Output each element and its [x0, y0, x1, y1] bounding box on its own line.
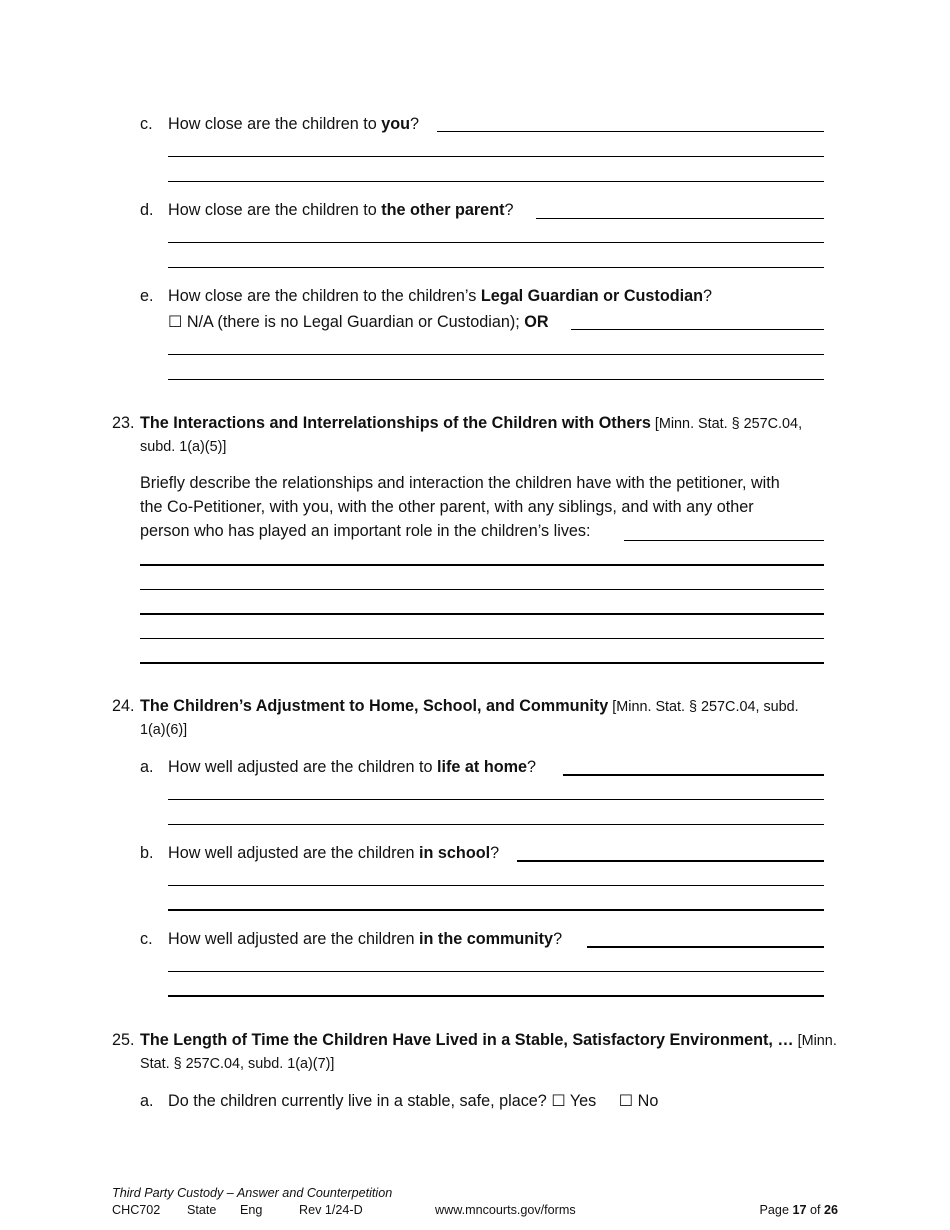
answer-line[interactable] [140, 613, 824, 615]
answer-line[interactable] [168, 995, 824, 997]
footer-page-number: Page 17 of 26 [759, 1203, 838, 1217]
section-24-title: The Children’s Adjustment to Home, School, and Community [Minn. Stat. § 257C.04, subd. [140, 697, 799, 715]
answer-line[interactable] [624, 540, 824, 541]
answer-line[interactable] [168, 354, 824, 355]
section-24-number: 24. [112, 697, 135, 715]
footer-form-code: CHC702 [112, 1203, 161, 1217]
answer-line[interactable] [168, 242, 824, 243]
footer-form-title: Third Party Custody – Answer and Counterpetition [112, 1186, 393, 1200]
footer-revision: Rev 1/24-D [299, 1203, 363, 1217]
section-25-title: The Length of Time the Children Have Lived in a Stable, Satisfactory Environment, … [Minn. [140, 1031, 837, 1049]
answer-line[interactable] [587, 946, 824, 948]
section-25-citation: Stat. § 257C.04, subd. 1(a)(7)] [140, 1056, 335, 1072]
answer-line[interactable] [168, 799, 824, 800]
answer-line[interactable] [517, 860, 824, 862]
item-letter: c. [140, 115, 153, 133]
section-25-number: 25. [112, 1031, 135, 1049]
question-22c [140, 114, 153, 134]
item-letter: a. [140, 758, 154, 776]
answer-line[interactable] [536, 218, 824, 219]
yes-option: ☐ Yes [551, 1092, 597, 1110]
question-24c-text: How well adjusted are the children in the community? [168, 930, 563, 948]
question-24b-text: How well adjusted are the children in school? [168, 844, 500, 862]
no-checkbox[interactable]: ☐ [618, 1093, 634, 1110]
item-letter: a. [140, 1092, 154, 1110]
question-24c [140, 929, 153, 949]
item-letter: c. [140, 930, 153, 948]
section-23-body-line2: the Co-Petitioner, with you, with the other parent, with any siblings, and with any other [140, 498, 754, 516]
answer-line[interactable] [140, 589, 824, 590]
question-24a [140, 757, 154, 777]
item-letter: e. [140, 287, 154, 305]
answer-line[interactable] [563, 774, 824, 776]
question-24b [140, 843, 154, 863]
answer-line[interactable] [168, 181, 824, 182]
answer-line[interactable] [571, 329, 824, 330]
footer-url[interactable]: www.mncourts.gov/forms [435, 1203, 576, 1217]
section-23-body-line1: Briefly describe the relationships and interaction the children have with the petitioner, with [140, 474, 780, 492]
footer-language: Eng [240, 1203, 263, 1217]
answer-line[interactable] [140, 662, 824, 664]
answer-line[interactable] [168, 267, 824, 268]
section-23-citation: subd. 1(a)(5)] [140, 439, 227, 455]
section-24-citation: 1(a)(6)] [140, 722, 188, 738]
question-22c-text: How close are the children to you? [168, 115, 420, 133]
section-23-body-line3: person who has played an important role in the children’s lives: [140, 522, 591, 540]
question-25a-text: Do the children currently live in a stable, safe, place? ☐ Yes ☐ No [168, 1092, 659, 1110]
question-22e [140, 286, 154, 306]
question-22e-text: How close are the children to the children’s Legal Guardian or Custodian? [168, 287, 712, 305]
answer-line[interactable] [168, 824, 824, 825]
answer-line[interactable] [168, 971, 824, 972]
na-checkbox[interactable]: ☐ [168, 314, 183, 331]
answer-line[interactable] [140, 564, 824, 566]
answer-line[interactable] [168, 909, 824, 911]
item-letter: d. [140, 201, 154, 219]
yes-checkbox[interactable]: ☐ [551, 1093, 566, 1110]
section-23-number: 23. [112, 414, 135, 432]
footer-state: State [187, 1203, 217, 1217]
section-23-title: The Interactions and Interrelationships of the Children with Others [Minn. Stat. § 257C.04, [140, 414, 803, 432]
item-letter: b. [140, 844, 154, 862]
question-22d-text: How close are the children to the other parent? [168, 201, 514, 219]
na-option: ☐ N/A (there is no Legal Guardian or Custodian); OR [168, 313, 549, 331]
answer-line[interactable] [437, 131, 824, 132]
answer-line[interactable] [140, 638, 824, 639]
answer-line[interactable] [168, 156, 824, 157]
question-22d [140, 200, 154, 220]
answer-line[interactable] [168, 379, 824, 380]
question-25a [140, 1091, 154, 1111]
answer-line[interactable] [168, 885, 824, 886]
no-option: ☐ No [618, 1092, 659, 1110]
question-24a-text: How well adjusted are the children to life at home? [168, 758, 537, 776]
